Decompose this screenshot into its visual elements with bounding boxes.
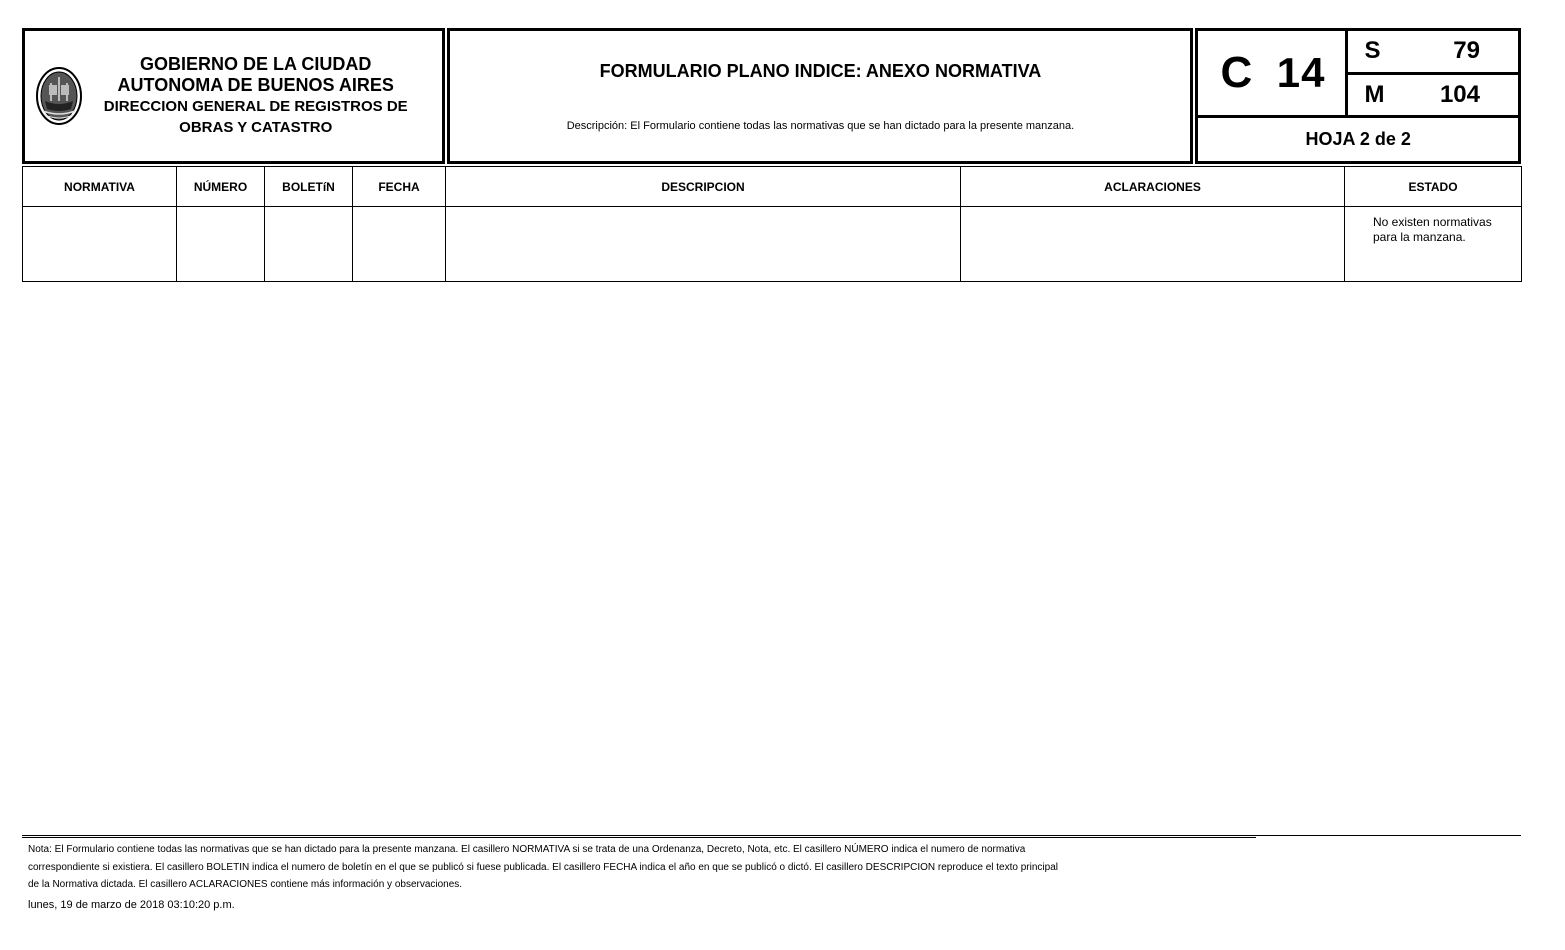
manzana-row [1348,72,1518,116]
table-header-row [23,167,1522,207]
table-cell [265,207,353,282]
seccion-value: 79 [1453,37,1480,65]
gov-subtitle-line: DIRECCION GENERAL DE REGISTROS DE [103,98,408,115]
government-box [22,28,445,164]
normativa-table [22,166,1522,282]
table-cell [23,207,177,282]
circunscripcion-letter: C [1220,48,1253,97]
cadastral-code-box [1195,28,1521,164]
note-line: de la Normativa dictada. El casillero ACLARACIONES contiene más información y observaciones. [28,879,463,890]
gov-title-line: GOBIERNO DE LA CIUDAD [140,54,372,74]
form-header [22,28,1521,164]
column-header: NÚMERO [177,167,265,207]
gov-subtitle-line: OBRAS Y CATASTRO [179,119,333,136]
gov-title-line: AUTONOMA DE BUENOS AIRES [117,75,394,95]
seccion-row [1348,31,1518,72]
seccion-label: S [1364,37,1381,65]
table-cell [177,207,265,282]
circunscripcion [1198,31,1348,115]
note-line: Nota: El Formulario contiene todas las normativas que se han dictado para la presente manzana. El casillero NORMATIVA si se trata de una Ordenanza, Decreto, Nota, etc. El casillero NÚMERO indica el numero de normativa [28,844,1026,855]
form-title-box [447,28,1193,164]
note-line: correspondiente si existiera. El casillero BOLETIN indica el numero de boletín en el que se publicó si fuese publicada. El casillero FECHA indica el año en que se publicó o dictó. El casillero DESCRIPCION reproduce el texto principal [28,861,1058,873]
manzana-label: M [1364,80,1385,108]
estado-cell: No existen normativas para la manzana. [1345,207,1522,282]
column-header: DESCRIPCION [446,167,961,207]
manzana-value: 104 [1439,80,1480,108]
column-header: NORMATIVA [23,167,177,207]
table-cell [353,207,446,282]
form-description: Descripción: El Formulario contiene todas las normativas que se han dictado para la presente manzana. [566,120,1075,132]
column-header: BOLETíN [265,167,353,207]
table-cell [961,207,1345,282]
table-cell [446,207,961,282]
footer-note [28,841,1168,894]
footer-divider [22,835,1521,836]
form-title: FORMULARIO PLANO INDICE: ANEXO NORMATIVA [599,61,1042,81]
seccion-manzana [1348,31,1518,115]
city-seal-icon [35,65,83,127]
column-header: ACLARACIONES [961,167,1345,207]
column-header: ESTADO [1345,167,1522,207]
government-name [89,54,442,138]
table-row [23,207,1522,282]
code-top [1198,31,1518,118]
circunscripcion-number: 14 [1276,49,1326,96]
print-timestamp: lunes, 19 de marzo de 2018 03:10:20 p.m. [28,899,235,911]
column-header: FECHA [353,167,446,207]
sheet-number: HOJA 2 de 2 [1305,129,1411,149]
footer-divider [22,837,1256,838]
